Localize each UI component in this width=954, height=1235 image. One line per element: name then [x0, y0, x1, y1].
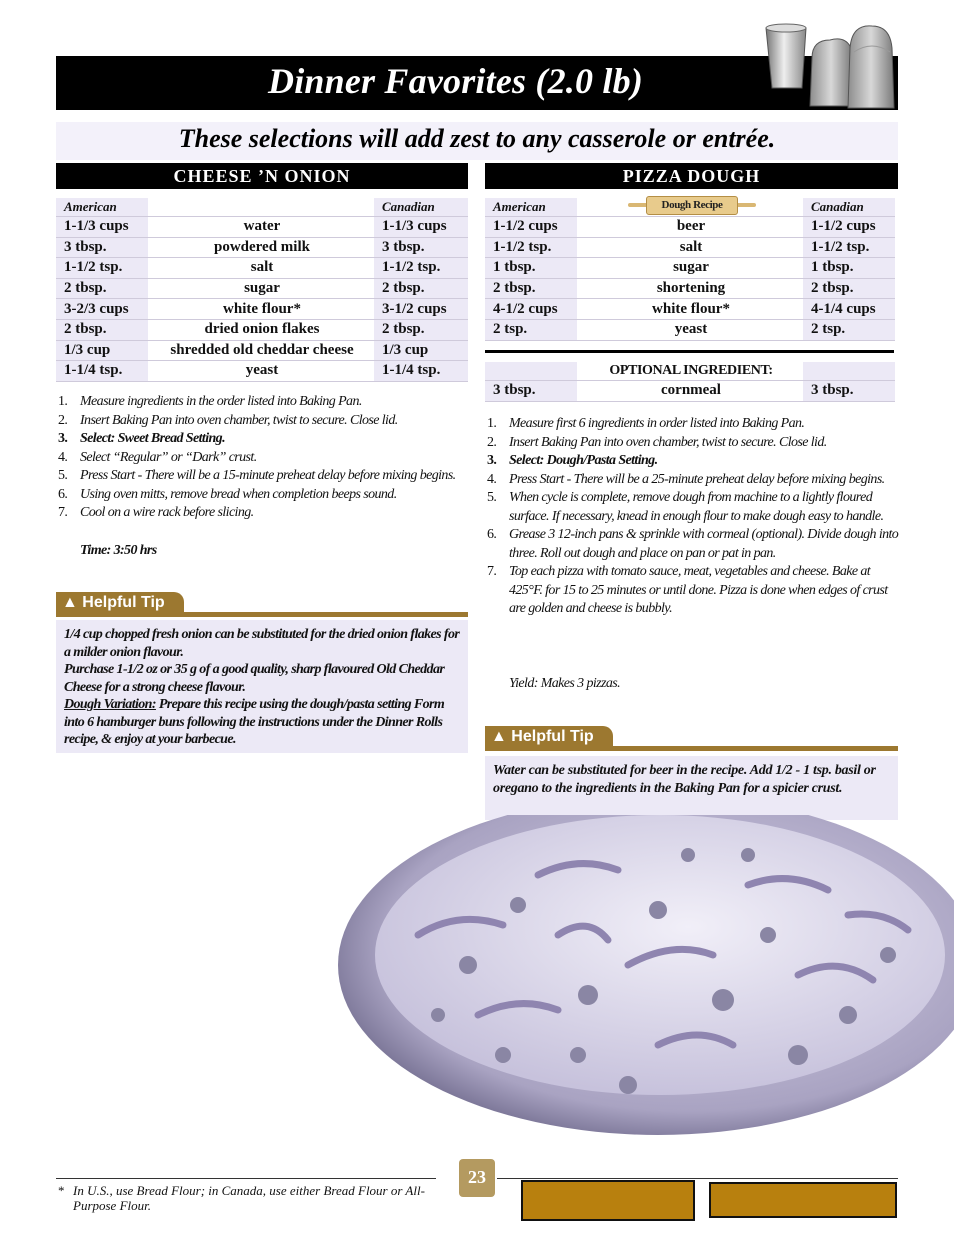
cheese-onion-ingredients-table [56, 198, 468, 382]
tip-label: Helpful Tip [511, 728, 594, 745]
table-row: 2 tsp. yeast 2 tsp. [485, 320, 895, 341]
helpful-tip-tab-right [485, 726, 613, 748]
column-canadian: Canadian [374, 198, 468, 217]
footer-rule-right [497, 1178, 898, 1179]
page-subtitle: These selections will add zest to any casserole or entrée. [178, 124, 776, 153]
table-row: 1/3 cup shredded old cheddar cheese 1/3 cup [56, 341, 468, 362]
triangle-icon: ▲ [491, 728, 507, 745]
table-row: 1 tbsp. sugar 1 tbsp. [485, 258, 895, 279]
column-canadian: Canadian [803, 198, 895, 217]
tip-rule [56, 612, 468, 617]
table-header-row [56, 198, 468, 217]
footnote-mark: * [58, 1183, 65, 1198]
table-row: 4-1/2 cups white flour* 4-1/4 cups [485, 299, 895, 320]
table-row: 2 tbsp. dried onion flakes 2 tbsp. [56, 320, 468, 341]
bread-loaves-image [760, 18, 898, 110]
gold-footer-box-2 [709, 1182, 897, 1218]
tip-label: Helpful Tip [82, 594, 165, 611]
dough-recipe-badge: Dough Recipe [628, 196, 756, 213]
bake-time: Time: 3:50 hrs [80, 543, 157, 558]
table-row: 3 tbsp. cornmeal 3 tbsp. [485, 381, 895, 402]
table-row: 1-1/2 tsp. salt 1-1/2 tsp. [56, 258, 468, 279]
table-row: 1-1/4 tsp. yeast 1-1/4 tsp. [56, 361, 468, 382]
cheese-onion-heading: CHEESE ’N ONION [56, 163, 468, 189]
list-item: 4. Press Start - There will be a 25-minute preheat delay before mixing begins. [487, 471, 885, 487]
page-title: Dinner Favorites (2.0 lb) [268, 61, 644, 101]
list-item: 6. Using oven mitts, remove bread when completion beeps sound. [58, 486, 397, 502]
optional-ingredient-label: OPTIONAL INGREDIENT: [577, 362, 803, 381]
column-american: American [485, 198, 577, 217]
list-item: 6. Grease 3 12-inch pans & sprinkle with cormeal (optional). Divide dough into three. Roll out dough and place on pan or pat in pan. [487, 527, 899, 561]
table-row: 1-1/2 tsp. salt 1-1/2 tsp. [485, 238, 895, 259]
list-item: 5. Press Start - There will be a 15-minute preheat delay before mixing begins. [58, 468, 456, 483]
dough-variation-label: Dough Variation: [64, 697, 156, 712]
footnote [58, 1183, 448, 1213]
list-item: 7. Cool on a wire rack before slicing. [58, 505, 254, 520]
cheese-onion-steps [58, 393, 468, 523]
table-row: 2 tbsp. sugar 2 tbsp. [56, 279, 468, 300]
pizza-dough-heading: PIZZA DOUGH [485, 163, 898, 189]
helpful-tip-box-right: Water can be substituted for beer in the recipe. Add 1/2 - 1 tsp. basil or oregano to the ingredients in the Baking Pan for a spicier crust. [485, 756, 898, 820]
divider [485, 350, 894, 353]
subtitle-bar [56, 122, 898, 160]
tip-rule [485, 746, 898, 751]
page-number: 23 [459, 1159, 495, 1197]
footnote-text: In U.S., use Bread Flour; in Canada, use either Bread Flour or All-Purpose Flour. [73, 1183, 425, 1213]
list-item: 5. When cycle is complete, remove dough from machine to a lightly floured surface. If necessary, knead in enough flour to make dough easy to handle. [487, 490, 884, 524]
pizza-dough-ingredients-table [485, 198, 895, 341]
list-item: 3. Select: Dough/Pasta Setting. [487, 453, 658, 468]
list-item: 3. Select: Sweet Bread Setting. [58, 431, 225, 446]
pizza-dough-steps [487, 415, 899, 619]
pizza-yield: Yield: Makes 3 pizzas. [509, 676, 620, 691]
list-item: 1. Measure ingredients in the order listed into Baking Pan. [58, 394, 362, 409]
list-item: 4. Select “Regular” or “Dark” crust. [58, 449, 257, 465]
table-row: 3-2/3 cups white flour* 3-1/2 cups [56, 299, 468, 320]
table-row: 1-1/3 cups water 1-1/3 cups [56, 217, 468, 238]
footer-rule-left [56, 1178, 436, 1179]
table-row: 3 tbsp. powdered milk 3 tbsp. [56, 238, 468, 259]
table-row: 1-1/2 cups beer 1-1/2 cups [485, 217, 895, 238]
list-item: 2. Insert Baking Pan into oven chamber, twist to secure. Close lid. [58, 412, 398, 428]
list-item: 2. Insert Baking Pan into oven chamber, twist to secure. Close lid. [487, 434, 827, 450]
pizza-image [328, 815, 954, 1140]
helpful-tip-tab-left [56, 592, 184, 614]
helpful-tip-box-left: 1/4 cup chopped fresh onion can be substituted for the dried onion flakes for a milder onion flavour. Purchase 1-1/2 oz or 35 g of a good quality, sharp flavoured Old Cheddar Cheese for a strong cheese flavour. Dough Variation: Prepare this recipe using the dough/pasta setting Form into 6 hamburger buns following the instructions under the Dinner Rolls recipe, & enjoy at your barbecue. [56, 620, 468, 753]
gold-footer-box-1 [521, 1180, 695, 1221]
column-american: American [56, 198, 148, 217]
table-row: 2 tbsp. shortening 2 tbsp. [485, 279, 895, 300]
optional-ingredient-table [485, 362, 895, 402]
list-item: 7. Top each pizza with tomato sauce, meat, vegetables and cheese. Bake at 425°F. for 15 to 25 minutes or until done. Pizza is done when edges of crust are golden and cheese is bubbly. [487, 564, 888, 616]
list-item: 1. Measure first 6 ingredients in order listed into Baking Pan. [487, 416, 805, 431]
triangle-icon: ▲ [62, 594, 78, 611]
